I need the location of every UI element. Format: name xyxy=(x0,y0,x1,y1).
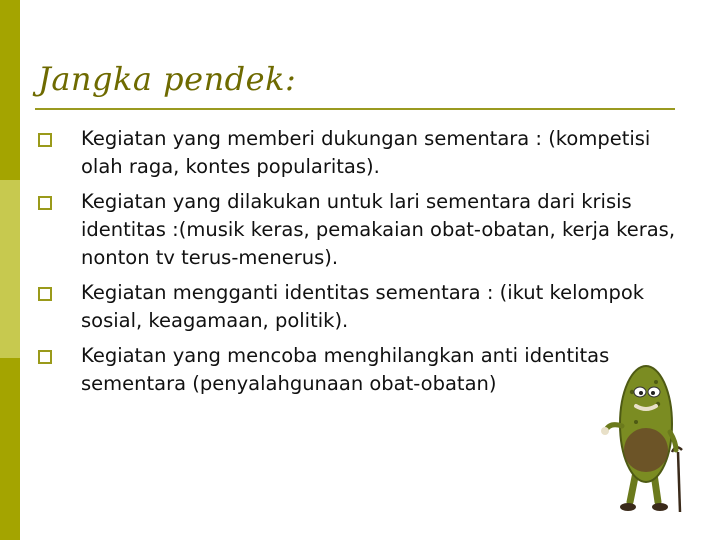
hollow-square-icon xyxy=(38,287,52,301)
bullet-item xyxy=(38,125,678,181)
bullet-text: Kegiatan yang memberi dukungan sementara : (kompetisi olah raga, kontes popularitas). xyxy=(81,127,651,178)
bullet-item xyxy=(38,342,678,398)
hollow-square-icon xyxy=(38,196,52,210)
side-accent-bar-top xyxy=(0,0,20,180)
pickle-cartoon-icon xyxy=(596,352,712,522)
bullet-text: Kegiatan yang dilakukan untuk lari sementara dari krisis identitas :(musik keras, pemakaian obat-obatan, kerja keras, nonton tv terus-menerus). xyxy=(81,190,676,269)
bullet-item xyxy=(38,279,678,335)
bullet-list xyxy=(38,125,678,405)
bullet-item xyxy=(38,188,678,272)
hollow-square-icon xyxy=(38,133,52,147)
bullet-text: Kegiatan yang mencoba menghilangkan anti identitas sementara (penyalahgunaan obat-obatan) xyxy=(81,344,610,395)
side-accent-bar-middle xyxy=(0,180,20,358)
title-divider xyxy=(35,108,675,110)
slide-title: Jangka pendek: xyxy=(38,60,297,98)
bullet-text: Kegiatan mengganti identitas sementara : (ikut kelompok sosial, keagamaan, politik). xyxy=(81,281,645,332)
side-accent-bar-bottom xyxy=(0,358,20,540)
hollow-square-icon xyxy=(38,350,52,364)
